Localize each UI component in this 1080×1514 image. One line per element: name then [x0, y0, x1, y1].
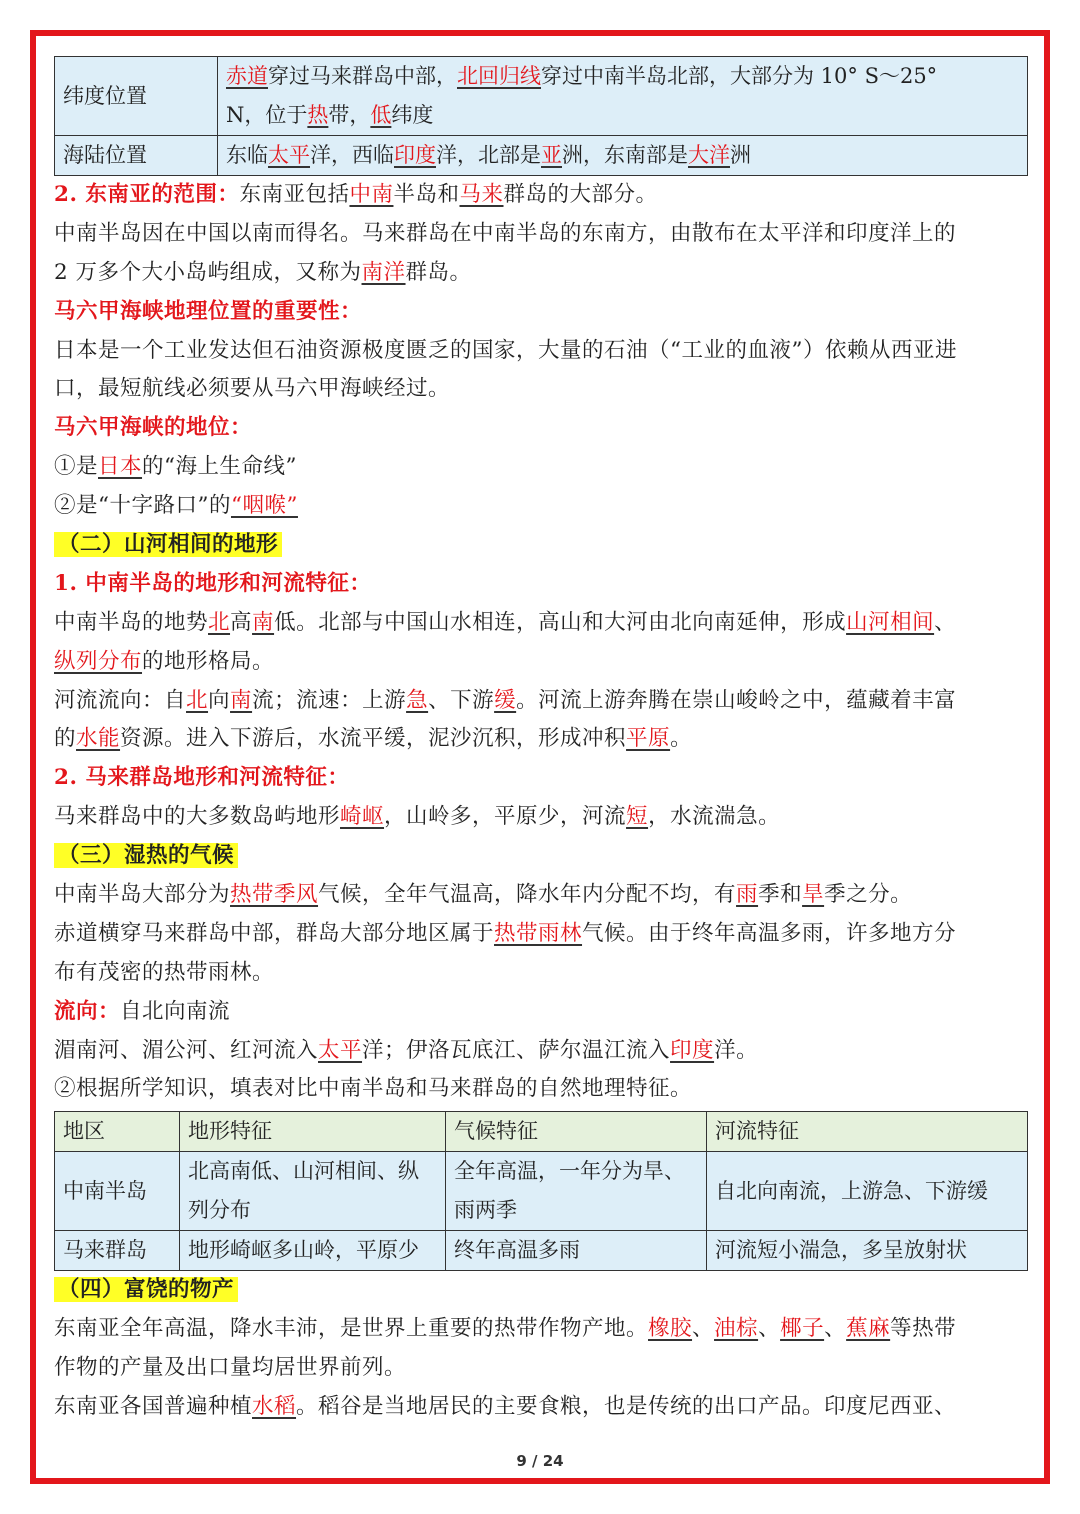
text-line — [226, 57, 1019, 96]
text-segment: 洋，北部是 — [436, 143, 541, 167]
comparison-table — [54, 1111, 1028, 1271]
text-segment: 2 万多个大小岛屿组成，又称为 — [54, 259, 362, 285]
answer-blank: 印度 — [670, 1037, 715, 1063]
answer-blank: 椰子 — [780, 1316, 825, 1342]
text-line — [226, 136, 1019, 175]
text-segment: 、 — [824, 1316, 847, 1342]
text-line — [54, 370, 1028, 409]
section-heading: （三）湿热的气候 — [54, 843, 238, 868]
red-heading: 马六甲海峡地理位置的重要性： — [54, 298, 363, 324]
red-heading: 2. 马来群岛地形和河流特征： — [54, 765, 350, 791]
text-segment: 。稻谷是当地居民的主要食粮，也是传统的出口产品。印度尼西亚、 — [296, 1394, 957, 1420]
text-segment: 、下游 — [428, 687, 495, 713]
table-row — [55, 57, 1028, 136]
text-line — [54, 759, 1028, 798]
text-segment: 群岛的大部分。 — [503, 182, 658, 207]
text-line — [54, 332, 1028, 371]
text-segment: 半岛和 — [393, 182, 460, 207]
text-segment: 、 — [692, 1316, 715, 1342]
answer-blank: 山河相间 — [846, 609, 935, 635]
text-segment: 口，最短航线必须要从马六甲海峡经过。 — [54, 376, 451, 402]
table-row — [55, 1231, 1028, 1271]
section-heading: （四）富饶的物产 — [54, 1277, 238, 1302]
answer-blank: 北 — [208, 609, 231, 635]
text-segment: 湄南河、湄公河、红河流入 — [54, 1037, 319, 1063]
answer-blank: 中南 — [349, 182, 394, 207]
text-line — [54, 565, 1028, 604]
text-line — [54, 915, 1028, 954]
answer-blank: 热带季风 — [230, 882, 319, 908]
text-line — [54, 682, 1028, 721]
text-line — [54, 176, 1028, 215]
text-segment: 中南半岛的地势 — [54, 609, 209, 635]
text-segment: ①是 — [54, 454, 99, 480]
answer-blank: 北 — [186, 687, 209, 713]
answer-blank: 太平 — [268, 143, 310, 167]
text-block-1 — [54, 176, 1028, 1109]
text-segment: ，水流湍急。 — [648, 804, 781, 830]
text-line — [54, 409, 1028, 448]
table-cell: 河流短小湍急，多呈放射状 — [707, 1231, 1028, 1271]
table-cell-content — [218, 57, 1028, 136]
answer-blank: 南洋 — [361, 259, 406, 285]
answer-blank: 平原 — [626, 726, 671, 752]
table-header-row — [55, 1112, 1028, 1152]
text-segment: 日本是一个工业发达但石油资源极度匮乏的国家，大量的石油（“工业的血液”）依赖从西亚进 — [54, 337, 957, 363]
text-segment: 东南亚各国普遍种植 — [54, 1394, 253, 1420]
text-line — [54, 1070, 1028, 1109]
answer-blank: 低 — [370, 103, 392, 127]
text-line — [226, 96, 1019, 135]
table-cell: 北高南低、山河相间、纵列分布 — [180, 1152, 446, 1231]
answer-blank: 水能 — [76, 726, 121, 752]
answer-blank: 亚 — [541, 143, 562, 167]
answer-blank: 橡胶 — [648, 1316, 693, 1342]
text-line — [54, 1310, 1028, 1349]
text-segment: 马来群岛中的大多数岛屿地形 — [54, 804, 341, 830]
table-header-cell: 地形特征 — [180, 1112, 446, 1152]
location-table — [54, 56, 1028, 176]
text-line — [54, 448, 1028, 487]
table-cell-content — [218, 136, 1028, 176]
table-cell: 全年高温，一年分为旱、雨两季 — [446, 1152, 707, 1231]
text-line — [54, 954, 1028, 993]
text-line — [54, 293, 1028, 332]
answer-blank: 旱 — [802, 882, 825, 908]
text-segment: ②是“十字路口”的 — [54, 493, 231, 519]
text-segment: 纬度 — [391, 103, 434, 127]
text-segment: 河流流向：自 — [54, 687, 187, 713]
text-block-2 — [54, 1271, 1028, 1427]
answer-blank: 雨 — [736, 882, 759, 908]
red-heading: 流向： — [54, 998, 121, 1024]
text-segment: 洋。 — [714, 1037, 759, 1063]
answer-blank: 印度 — [394, 143, 436, 167]
text-segment: 季之分。 — [824, 882, 913, 908]
table-row — [55, 1152, 1028, 1231]
table-cell: 地形崎岖多山岭，平原少 — [180, 1231, 446, 1271]
text-segment: ，山岭多，平原少，河流 — [384, 804, 627, 830]
answer-blank: 赤道 — [226, 64, 268, 88]
text-segment: 的地形格局。 — [142, 648, 275, 674]
text-line — [54, 1032, 1028, 1071]
text-segment: 穿过马来群岛中部， — [268, 64, 457, 88]
text-segment: 的 — [54, 726, 77, 752]
table-cell: 自北向南流，上游急、下游缓 — [707, 1152, 1028, 1231]
text-segment: 赤道横穿马来群岛中部，群岛大部分地区属于 — [54, 920, 495, 946]
text-segment: 的“海上生命线” — [142, 454, 298, 480]
text-line — [54, 215, 1028, 254]
text-segment: 洲 — [730, 143, 751, 167]
text-segment: 东临 — [226, 143, 268, 167]
answer-blank: 急 — [406, 687, 429, 713]
text-segment: 布有茂密的热带雨林。 — [54, 959, 275, 985]
text-line — [54, 1349, 1028, 1388]
table-header-cell: 地区 — [55, 1112, 180, 1152]
answer-blank: 热 — [307, 103, 329, 127]
text-segment: 高 — [230, 609, 253, 635]
table-row — [55, 136, 1028, 176]
page-content — [54, 56, 1028, 1427]
answer-blank: 日本 — [98, 454, 143, 480]
text-segment: 季和 — [758, 882, 803, 908]
text-segment: 群岛。 — [405, 259, 472, 285]
section-heading: （二）山河相间的地形 — [54, 532, 282, 557]
answer-blank: “咽喉” — [230, 493, 298, 519]
text-segment: ②根据所学知识，填表对比中南半岛和马来群岛的自然地理特征。 — [54, 1076, 693, 1102]
answer-blank: 崎岖 — [340, 804, 385, 830]
text-segment: 带， — [328, 103, 371, 127]
text-line — [54, 798, 1028, 837]
page-number: 9 / 24 — [516, 1452, 564, 1470]
red-heading: 1. 中南半岛的地形和河流特征： — [54, 570, 372, 596]
table-cell-label: 纬度位置 — [55, 57, 218, 136]
text-segment: 东南亚全年高温，降水丰沛，是世界上重要的热带作物产地。 — [54, 1316, 649, 1342]
table-cell: 马来群岛 — [55, 1231, 180, 1271]
answer-blank: 太平 — [318, 1037, 363, 1063]
text-segment: 穿过中南半岛北部，大部分为 10° S～25° — [541, 64, 938, 88]
text-segment: 等热带 — [890, 1316, 957, 1342]
text-segment: 作物的产量及出口量均居世界前列。 — [54, 1355, 407, 1381]
answer-blank: 热带雨林 — [494, 920, 583, 946]
answer-blank: 油棕 — [714, 1316, 759, 1342]
text-line — [54, 254, 1028, 293]
text-segment: 、 — [758, 1316, 781, 1342]
text-segment: 。河流上游奔腾在崇山峻岭之中，蕴藏着丰富 — [516, 687, 957, 713]
text-line — [54, 487, 1028, 526]
answer-blank: 大洋 — [688, 143, 730, 167]
text-segment: N，位于 — [226, 103, 308, 127]
answer-blank: 南 — [252, 609, 275, 635]
text-segment: 洋；伊洛瓦底江、萨尔温江流入 — [362, 1037, 671, 1063]
text-segment: 中南半岛因在中国以南而得名。马来群岛在中南半岛的东南方，由散布在太平洋和印度洋上的 — [54, 220, 957, 246]
text-line — [54, 837, 1028, 876]
answer-blank: 水稻 — [252, 1394, 297, 1420]
table-header-cell: 气候特征 — [446, 1112, 707, 1152]
text-segment: 自北向南流 — [120, 998, 231, 1024]
text-line — [54, 1271, 1028, 1310]
text-segment: 中南半岛大部分为 — [54, 882, 231, 908]
answer-blank: 纵列分布 — [54, 648, 143, 674]
answer-blank: 短 — [626, 804, 649, 830]
table-cell: 终年高温多雨 — [446, 1231, 707, 1271]
text-line — [54, 993, 1028, 1032]
text-line — [54, 1388, 1028, 1427]
text-segment: 、 — [934, 609, 957, 635]
text-segment: 洋，西临 — [310, 143, 394, 167]
table-cell-label: 海陆位置 — [55, 136, 218, 176]
text-line — [54, 643, 1028, 682]
text-segment: 低。北部与中国山水相连，高山和大河由北向南延伸，形成 — [274, 609, 847, 635]
text-segment: 流；流速：上游 — [252, 687, 407, 713]
text-segment: 洲，东南部是 — [562, 143, 688, 167]
answer-blank: 北回归线 — [457, 64, 541, 88]
red-heading: 马六甲海峡的地位： — [54, 415, 253, 441]
answer-blank: 蕉麻 — [846, 1316, 891, 1342]
text-segment: 向 — [208, 687, 231, 713]
table-header-cell: 河流特征 — [707, 1112, 1028, 1152]
red-heading: 2. 东南亚的范围： — [54, 182, 240, 207]
answer-blank: 缓 — [494, 687, 517, 713]
table-cell: 中南半岛 — [55, 1152, 180, 1231]
text-line — [54, 604, 1028, 643]
answer-blank: 南 — [230, 687, 253, 713]
answer-blank: 马来 — [459, 182, 504, 207]
text-segment: 资源。进入下游后，水流平缓，泥沙沉积，形成冲积 — [120, 726, 627, 752]
text-line — [54, 720, 1028, 759]
text-line — [54, 526, 1028, 565]
text-segment: 气候。由于终年高温多雨，许多地方分 — [582, 920, 957, 946]
text-segment: 东南亚包括 — [239, 182, 350, 207]
text-line — [54, 876, 1028, 915]
text-segment: 气候，全年气温高，降水年内分配不均，有 — [318, 882, 737, 908]
text-segment: 。 — [670, 726, 693, 752]
